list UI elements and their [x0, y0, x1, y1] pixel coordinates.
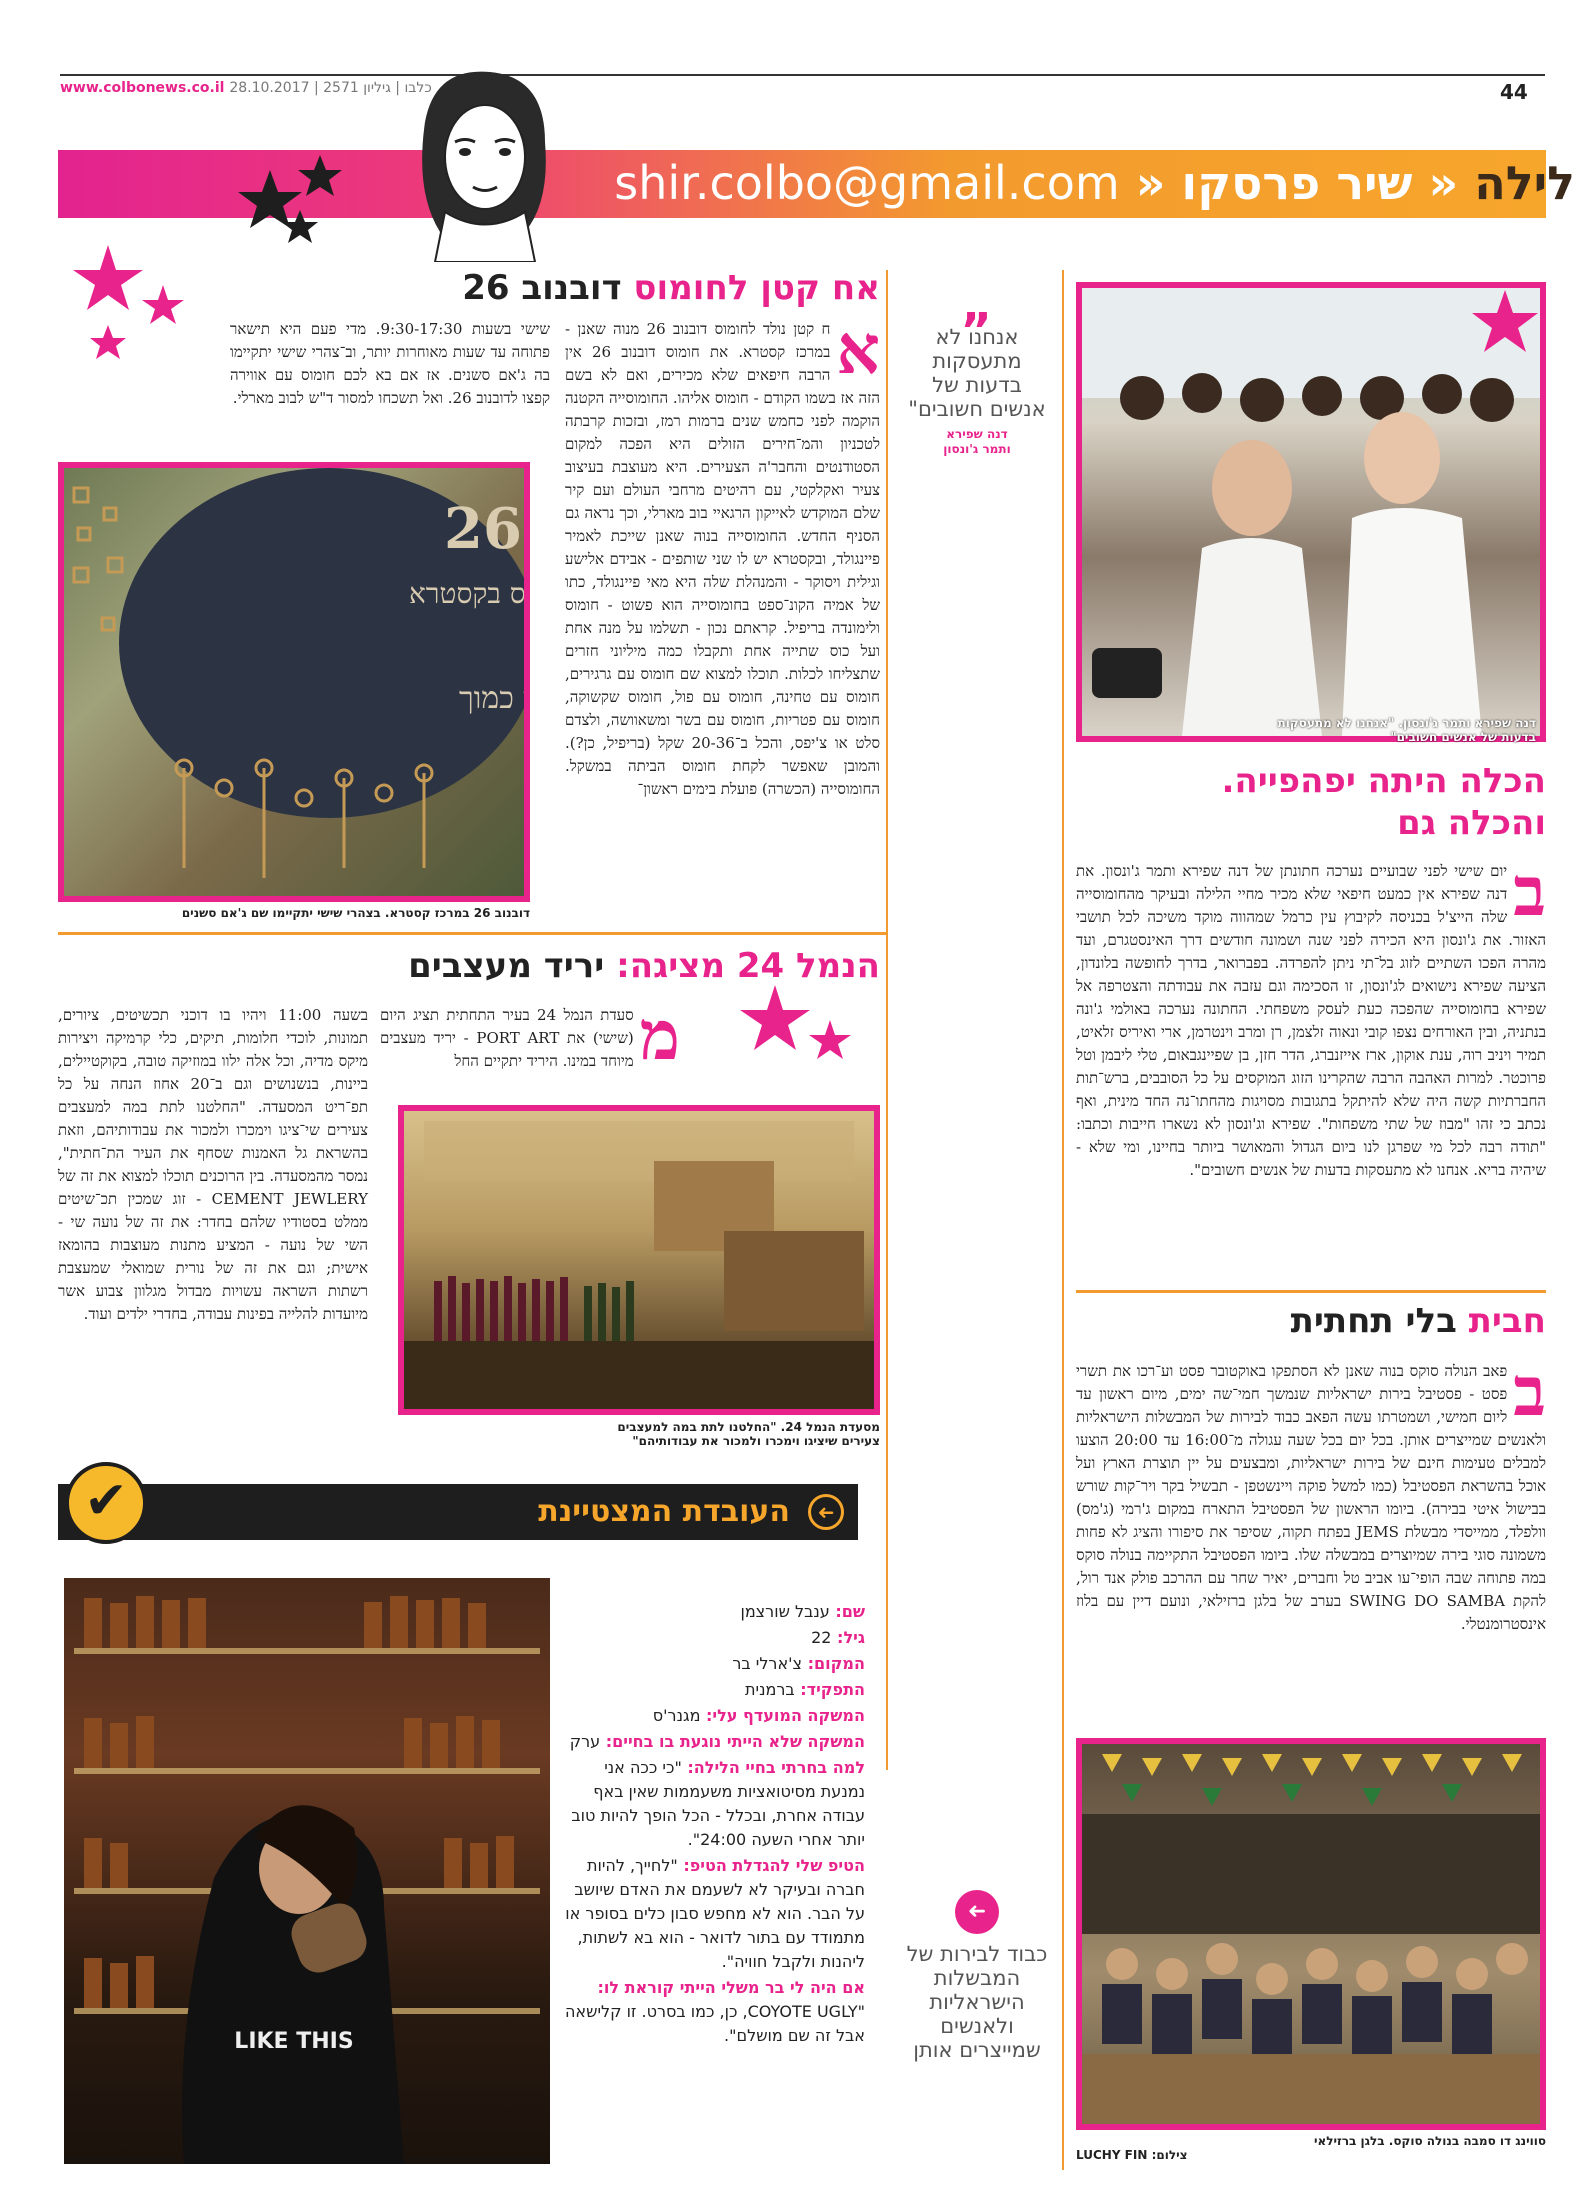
- sign-slogan: כמוך: [459, 681, 514, 716]
- wedding-headline: הכלה היתה יפהפייה. והכלה גם: [1221, 761, 1546, 843]
- festival-caption: סווינג דו סמבה בנולה סוקס. בלגן ברזילאי צילום: LUCHY FIN: [1076, 2134, 1546, 2162]
- beer-pullquote: [902, 1890, 1052, 2062]
- beer-headline: [1076, 1300, 1546, 1342]
- wedding-caption: דנה שפירא ותמר ג'ונסון. "אנחנו לא מתעסקות בדעות של אנשים חשובים": [1277, 716, 1536, 744]
- check-icon: ✔: [65, 1462, 147, 1544]
- field-value: צ'ארלי בר: [732, 1654, 803, 1673]
- dropcap: ב: [1513, 1352, 1546, 1432]
- section-name: לילה: [1474, 156, 1575, 210]
- field-value: "COYOTE UGLY, כן, כמו בסרט. זו קלישאה אבל זה שם מושלם".: [564, 2002, 865, 2045]
- shirt-print: LIKE THIS: [234, 2029, 354, 2054]
- employee-field: [560, 1854, 865, 1974]
- hummus-photo: [58, 462, 530, 902]
- arrow-icon: ➜: [955, 1890, 999, 1934]
- field-label: שם:: [829, 1602, 865, 1621]
- issue-meta: כלבו | גיליון 2571 | 28.10.2017: [229, 80, 432, 96]
- banner-title: [595, 150, 1595, 218]
- employee-field: [560, 1976, 865, 2048]
- employee-field: [560, 1678, 865, 1702]
- star-icon: [1470, 288, 1540, 358]
- field-value: 22: [811, 1628, 832, 1647]
- field-label: למה בחרתי בחיי הלילה:: [681, 1758, 865, 1777]
- field-label: גיל:: [831, 1628, 865, 1647]
- port-body-col1: מ סעדת הנמל 24 בעיר התחתית תציג היום (שישי) את PORT ART - יריד מעצבים מיוחד במינו. היריד יתקיים החל: [380, 996, 680, 1076]
- page-number: 44: [1500, 80, 1528, 104]
- wedding-body: ב יום שישי לפני שבועיים נערכה חתונתן של דנה שפירא ותמר ג'ונסון. את דנה שפירא אין כמעט חיפאי שלא מכיר מחיי הלילה ובעיקר מהחומוסייה שלה הייצ'ל בכניסה לקיבוץ עין כרמל שמהווה מוקד משיכה לכל תושבי האזור. את ג'ונסון היא הכירה לפני שנה ושמונה חודשים דרך האינסטגרם, ועד מהרה הפכו השתיים לזוג בל־תי ניתן להפרדה. בפברואר, בדרך לחופשה בלונדון, הציעה שפירא נישואים לג'ונסון, זו הסכימה וגם עזבה את עבודתה והצטרפה אל שפירא בחומוסייה שהפכה כעת לעסק משפחתי. החתונה נערכה באולמי ג'ונה בנתניה, ובין האורחים נצפו קובי ונאוה זלצמן, רן ומרב וינטרמן, ארי ואיריס זלאיט, תמיר ויניב רוה, ענת אוקון, ארז אייזנברג, הדר חזן, בן שפיינגבאום, טלי ליבמן וטל פרוכטר. למרות האהבה הרבה שהקרינו הזוג המוקסים על כל הסובבים, ברש־תות החברתיות קשה היה שלא להיתקל בתגובות מסויגות מהחתו־נה החד מינית, ואף נכתב כי זהו "מבוז של שתי משפחות". שפירא וג'ונסון לא נשארו חייבות וכתבו: "תודה רבה לכל מי שפרגן לנו ביום הגדול והמאושר ביותר בחיינו, ומי שלא - שיהיה בריא. אנחנו לא מתעסקות בדעות של אנשים חשובים".: [1076, 852, 1546, 1179]
- quote-text: כבוד לבירות של המבשלות הישראליות ולאנשים שמייצרים אותן: [906, 1942, 1048, 2062]
- beer-title-black: בלי תחתית: [1290, 1301, 1457, 1341]
- employee-field: [560, 1704, 865, 1728]
- field-value: ערק: [569, 1732, 601, 1751]
- chevron-icon: «: [1428, 156, 1459, 210]
- quote-mark-icon: „: [961, 277, 993, 333]
- restaurant-photo: [398, 1105, 880, 1415]
- employee-field: [560, 1756, 865, 1852]
- port-title-pink: הנמל 24 מציגה:: [616, 946, 880, 986]
- port-caption: מסעדת הנמל 24. "החלטנו לתת במה למעצבים צעירים שיציגו וימכרו ולמכור את עבודותיהם": [617, 1420, 880, 1448]
- arrow-icon[interactable]: ➜: [808, 1494, 844, 1530]
- quote-attribution: דנה שפירא ותמר ג'ונסון: [943, 427, 1011, 456]
- port-title-black: יריד מעצבים: [408, 946, 605, 986]
- employee-field: [560, 1730, 865, 1754]
- hummus-headline: [360, 268, 880, 308]
- field-value: "כי ככה אני נמנעת מסיטואציות משעממות שאין באף עבודה אחרת, ובכלל - הכל הופך להיות טוב יותר אחרי השעה 24:00".: [571, 1758, 865, 1849]
- hummus-title-black: דובנוב 26: [462, 268, 622, 308]
- column-divider: [886, 270, 888, 1770]
- field-value: מגנר'ס: [652, 1706, 701, 1725]
- sign-title: 26: [444, 496, 522, 562]
- field-value: ברמנית: [745, 1680, 795, 1699]
- field-label: המשקה שלא הייתי נוגעת בו בחיים:: [600, 1732, 865, 1751]
- field-value: ענבל שורצמן: [740, 1602, 830, 1621]
- field-label: המשקה המועדף עלי:: [700, 1706, 865, 1725]
- field-value: "לחייך, להיות חברה ובעיקר לא לשעמם את האדם שיושב על הבר. הוא לא מחפש סבון כלים בסופר או מתמודד עם בתור לדואר - הוא בא לשתות, ליהנות ולקבל חוויה".: [565, 1856, 865, 1971]
- quote-text: אנחנו לא מתעסקות בדעות של אנשים חשובים": [908, 325, 1046, 421]
- section-rule: [1076, 1290, 1546, 1293]
- wedding-pullquote: [902, 277, 1052, 457]
- site-header: [60, 80, 432, 96]
- dropcap: א: [836, 310, 880, 390]
- author-email[interactable]: shir.colbo@gmail.com: [614, 156, 1120, 210]
- beer-title-pink: חבית: [1468, 1301, 1546, 1341]
- hummus-caption: דובנוב 26 במרכז קסטרא. בצהרי שישי יתקיימו שם ג'אם סשנים: [181, 906, 530, 920]
- dropcap: ב: [1513, 852, 1546, 932]
- star-icon: [58, 240, 188, 370]
- employee-details: [560, 1600, 865, 2050]
- employee-field: [560, 1652, 865, 1676]
- dropcap: מ: [639, 996, 680, 1076]
- site-url[interactable]: www.colbonews.co.il: [60, 80, 225, 96]
- section-rule: [58, 932, 886, 935]
- hummus-title-pink: אח קטן לחומוס: [633, 268, 880, 308]
- beer-body: ב פאב הנולה סוקס בנוה שאנן לא הסתפקו באוקטובר פסט וע־רכו את תשרי פסט - פסטיבל בירות ישראליות שנמשך חמי־שה ימים, מיום ראשון עד ליום חמישי, ושמטרתו עשה הפאב כבוד לבירות של המבשלות הישראליות ולאנשים שמייצרים אותן. בכל יום בכל שעה עגולה מ־16:00 עד 20:00 הוצעו למבלים טעימות חינם של בירות ישראליות, ומבצעים על יין תוצרת הארץ ועל אוכל בהשראת הפסטיבל (כמו למשל פוקה ויינשטפן - תבשיל בקר ויר־קות שורש בבישול איטי בבירה). ביומו הראשון של הפסטיבל התארח במקום ג'רמי (ג'מס) וולפלד, ממייסדי מבשלת JEMS בפתח תקוה, שסיפר את סיפורו והציג לא פחות משמונה סוגי בירה שמיוצרים במבשלה שלו. ביומו הפסטיבל התקיימה בנולה סוקס במה פתוחה שבה הופי־עו אביב טל וחברים, יאיר שחר עם ההרכב פולק אנד רול, להקת SWING DO SAMBA בערב של בלגן ברזילאי, ונועם דיין עם בלוז אינסטרומנטלי.: [1076, 1352, 1546, 1633]
- employee-bar-title: העובדת המצטיינת: [538, 1494, 790, 1529]
- bartender-photo: [58, 1572, 556, 2170]
- field-label: אם היה לי בר משלי הייתי קוראת לו:: [597, 1978, 865, 1997]
- employee-field: [560, 1600, 865, 1624]
- field-label: הטיפ שלי להגדלת הטיפ:: [677, 1856, 865, 1875]
- hummus-body-col2: שישי בשעות 9:30-17:30. מדי פעם היא תישאר פתוחה עד שעות מאוחרות יותר, וב־צהרי שישי יתקיימו בה ג'אם סשנים. אז אם בא לכם חומוס עם אווירה קפצו לדובנוב 26. ואל תשכחו למסור ד"ש לבוב מארלי.: [230, 320, 550, 407]
- field-label: התפקיד:: [794, 1680, 865, 1699]
- author-name: שיר פרסקו: [1181, 156, 1413, 210]
- columnist-avatar: [395, 62, 570, 262]
- star-icon: [730, 980, 860, 1090]
- hummus-body-col1: א ח קטן נולד לחומוס דובנוב 26 מנוה שאנן - במרכז קסטרא. את חומוס דובנוב 26 אין הרבה חיפאים שלא מכירים, ואם לא בשם הזה אז בשמו הקודם - חומוס אליהו. החומוסייה הקטנה הוקמה לפני כחמש שנים ברמות רמז, ובזכות קרבתה לטכניון והמ־חירים הזולים היא הפכה למקום הסטודנטים והחבר'ה הצעירים. היא מעוצבת בעיצוב צעיר ואקלקטי, עם רהיטים מרחבי העולם ועם קיר שלם המוקדש לאייקון הרגאיי בוב מארלי, וכך נראה גם הסניף החדש. החומוסייה בנוה שאנן שייכת לאמיר פיינגולד, ובקסטרא יש לו שני שותפים - אבידם אלישע וגילית ויסוקר - והמנהלת שלה היא מאי פיינגולד, כתו של אמיה הקונ־ספט בחומוסייה הוא פשוט - חומוס ולימונדה בריפיל. קראתם נכון - תשלמו על מנה אחת ועל כוס שתייה אחת ותקבלו כמה מיליוני חזרים שתצליחו לכלות. תוכלו למצוא שם חומוס עם גרגירים, חומוס עם טחינה, חומוס עם פול, חומוס שקשוקה, חומוס עם פטריות, חומוס עם בשר ומשאוושה, ולצדם סלט או צ'יפס, והכל ב־20-36 שקל (בריפיל, כן?). והמובן שאפשר לקחת חומוס הביתה במשקל. החומוסייה (הכשרה) פועלת בימים ראשון־: [565, 310, 880, 798]
- top-rule: [60, 74, 1545, 76]
- employee-fields: [560, 1600, 865, 2048]
- employee-field: [560, 1626, 865, 1650]
- field-label: המקום:: [802, 1654, 865, 1673]
- column-divider: [1062, 270, 1064, 2170]
- festival-photo: [1076, 1738, 1546, 2130]
- port-body-col2: בשעה 11:00 ויהיו בו דוכני תכשיטים, ציורים, תמונות, לוכדי חלומות, תיקים, כלי קרמיקה ויצירות מיקס מדיה, וכל אלה ילוו במוזיקה טובה, בקוקטיילים, ביינות, בנשנושים וגם ב־20 אחוז הנחה על כל תפ־ריט המסעדה. "החלטנו לתת במה למעצבים צעירים שי־ציגו וימכרו ולמכור את עבודותיהם, וזאת בהשראת גל האמנות שסחף את העיר הת־חתית", נמסר מהמסעדה. בין הרוכנים תוכלו למצוא את זה של CEMENT JEWLERY - זוג שמכין תכ־שיטים ממלט בסטודיו שלהם בחדר: את זה של נועה שי - השי של נועה - המציע מתנות מעוצבות בהומאז אישית; וגם את זה של נורית שמואלי שמעצבת רשתות השראה עשויות מבדול מגלוון צבוע אשר מיועדות להלייה בפינות עבודה, בחדרי ילדים ועוד.: [58, 1006, 368, 1323]
- sign-subtitle: ס בקסטרא: [409, 577, 524, 610]
- chevron-icon: «: [1135, 156, 1166, 210]
